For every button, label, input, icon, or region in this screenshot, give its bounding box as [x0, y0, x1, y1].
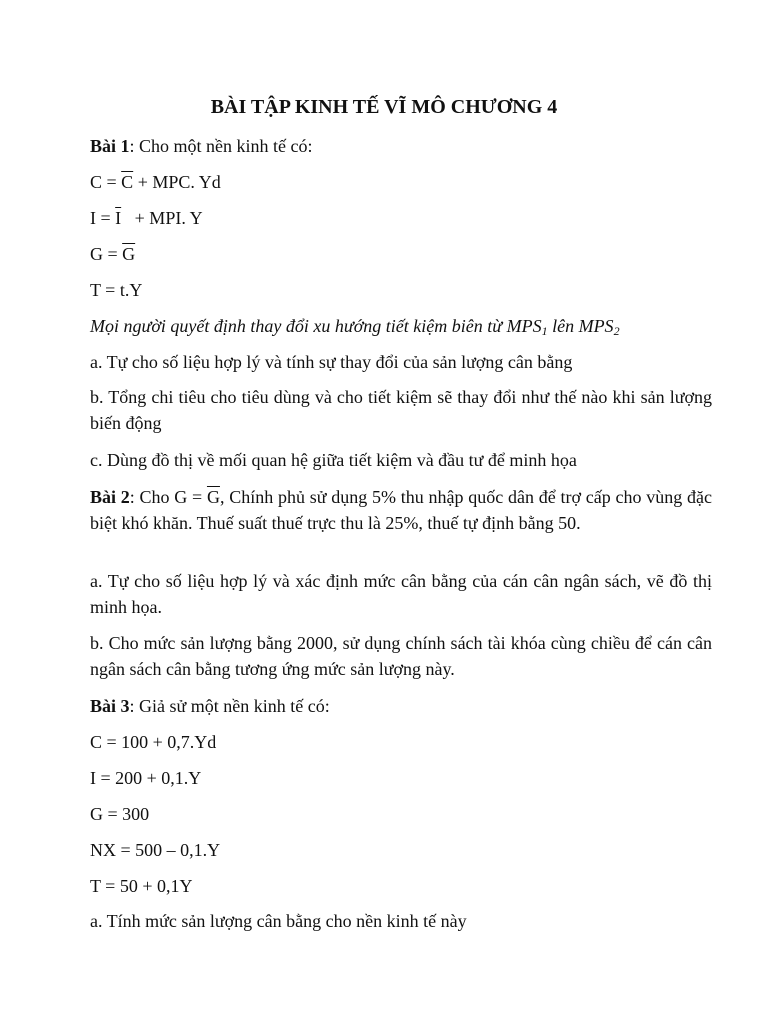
bai3-question-a: a. Tính mức sản lượng cân bằng cho nền kinh tế này: [90, 911, 467, 931]
bai1-eq-t: T = t.Y: [90, 280, 143, 300]
eq-g-lhs: G =: [90, 244, 123, 264]
mps-sub-2: 2: [613, 324, 620, 338]
bai2-paragraph: [90, 484, 712, 536]
bai1-question-b: b. Tổng chi tiêu cho tiêu dùng và cho tiết kiệm sẽ thay đổi như thế nào khi sản lượng biến động: [90, 387, 712, 433]
bai1-intro: : Cho một nền kinh tế có:: [129, 136, 313, 156]
bai3-eq-i: I = 200 + 0,1.Y: [90, 768, 202, 788]
eq-c-rhs: + MPC. Yd: [133, 172, 221, 192]
bai3-eq-nx: NX = 500 – 0,1.Y: [90, 840, 221, 860]
bai2-intro-bar: $\overline{G}$: [206, 487, 220, 507]
bai1-eq-i: [90, 205, 712, 231]
bai3-label: Bài 3: [90, 696, 130, 716]
bai2-intro-b: , Chính phủ sử dụng 5% thu nhập quốc dân để trợ cấp cho vùng đặc biệt khó khăn. Thuế suất thuế trực thu là 25%, thuế tự định bằng 50.: [90, 487, 712, 533]
bai1-italic-note: [90, 313, 712, 339]
bai3-heading: [90, 693, 712, 719]
document-title: BÀI TẬP KINH TẾ VĨ MÔ CHƯƠNG 4: [210, 96, 558, 118]
bai2-intro-a: : Cho G =: [129, 487, 207, 507]
eq-i-rhs: + MPI. Y: [121, 208, 203, 228]
eq-i-lhs: I =: [90, 208, 116, 228]
bai3-intro: : Giả sử một nền kinh tế có:: [129, 696, 330, 716]
italic-part-a: Mọi người quyết định thay đổi xu hướng tiết kiệm biên từ MPS: [90, 316, 542, 336]
eq-c-lhs: C =: [90, 172, 122, 192]
mps-sub-1: 1: [541, 324, 548, 338]
bai1-heading: [90, 133, 712, 159]
eq-i-bar: $\overline{I}$: [115, 208, 122, 228]
bai1-eq-g: [90, 241, 712, 267]
bai2-label: Bài 2: [90, 487, 130, 507]
eq-g-bar: $\overline{G}$: [122, 244, 136, 264]
bai1-question-a: a. Tự cho số liệu hợp lý và tính sự thay đổi của sản lượng cân bằng: [90, 352, 573, 372]
bai1-eq-c: [90, 169, 712, 195]
bai3-eq-g: G = 300: [90, 804, 150, 824]
bai1-label: Bài 1: [90, 136, 130, 156]
bai2-question-a: a. Tự cho số liệu hợp lý và xác định mức cân bằng của cán cân ngân sách, vẽ đồ thị minh họa.: [90, 571, 712, 617]
bai1-question-c: c. Dùng đồ thị về mối quan hệ giữa tiết kiệm và đầu tư để minh họa: [90, 450, 577, 470]
eq-c-bar: $\overline{C}$: [121, 172, 134, 192]
bai3-eq-t: T = 50 + 0,1Y: [90, 876, 193, 896]
bai3-eq-c: C = 100 + 0,7.Yd: [90, 732, 217, 752]
italic-part-b: lên MPS: [547, 316, 614, 336]
bai2-question-b: b. Cho mức sản lượng bằng 2000, sử dụng chính sách tài khóa cùng chiều để cán cân ngân sách cân bằng tương ứng mức sản lượng này.: [90, 633, 712, 679]
